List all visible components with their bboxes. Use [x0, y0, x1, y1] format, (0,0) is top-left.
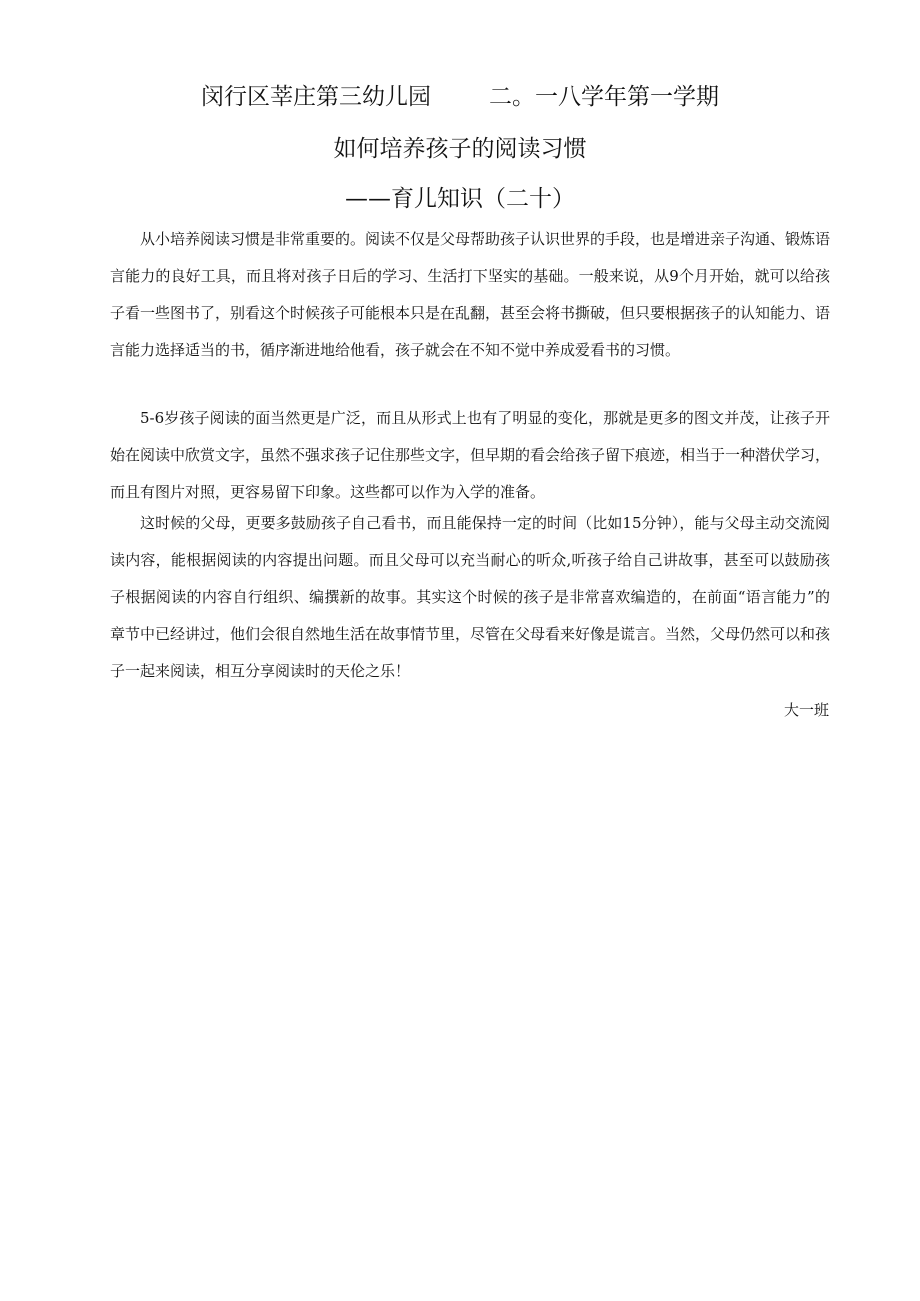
paragraph-2: 5-6岁孩子阅读的面当然更是广泛，而且从形式上也有了明显的变化，那就是更多的图文并茂，让孩子开始在阅读中欣赏文字，虽然不强求孩子记住那些文字，但早期的看会给孩子留下痕迹，相当于一种潜伏学习，而且有图片对照，更容易留下印象。这些都可以作为入学的准备。: [110, 409, 831, 501]
paragraph-1: 从小培养阅读习惯是非常重要的。阅读不仅是父母帮助孩子认识世界的手段，也是增进亲子沟通、锻炼语言能力的良好工具，而且将对孩子日后的学习、生活打下坚实的基础。一般来说，从9个月开始，就可以给孩子看一些图书了，别看这个时候孩子可能根本只是在乱翻，甚至会将书撕破，但只要根据孩子的认知能力、语言能力选择适当的书，循序渐进地给他看，孩子就会在不知不觉中养成爱看书的习惯。: [110, 230, 831, 359]
paragraph-3: 这时候的父母，更要多鼓励孩子自己看书，而且能保持一定的时间（比如15分钟），能与父母主动交流阅读内容，能根据阅读的内容提出问题。而且父母可以充当耐心的听众,听孩子给自己讲故事，甚至可以鼓励孩子根据阅读的内容自行组织、编撰新的故事。其实这个时候的孩子是非常喜欢编造的，在前面“语言能力”的章节中已经讲过，他们会很自然地生活在故事情节里，尽管在父母看来好像是谎言。当然，父母仍然可以和孩子一起来阅读，相互分享阅读时的天伦之乐！: [110, 514, 831, 680]
class-signature: 大一班: [783, 701, 829, 719]
school-name: 闵行区莘庄第三幼儿园: [201, 84, 431, 110]
paragraph-block-3: [110, 505, 830, 690]
paragraph-block-2: [110, 400, 830, 511]
paragraph-block-1: [110, 221, 830, 369]
document-title: 如何培养孩子的阅读习惯: [333, 136, 587, 162]
school-term-heading: [0, 82, 920, 112]
document-subtitle: ——育儿知识（二十）: [345, 186, 575, 212]
term-name: 二。一八学年第一学期: [489, 84, 719, 110]
